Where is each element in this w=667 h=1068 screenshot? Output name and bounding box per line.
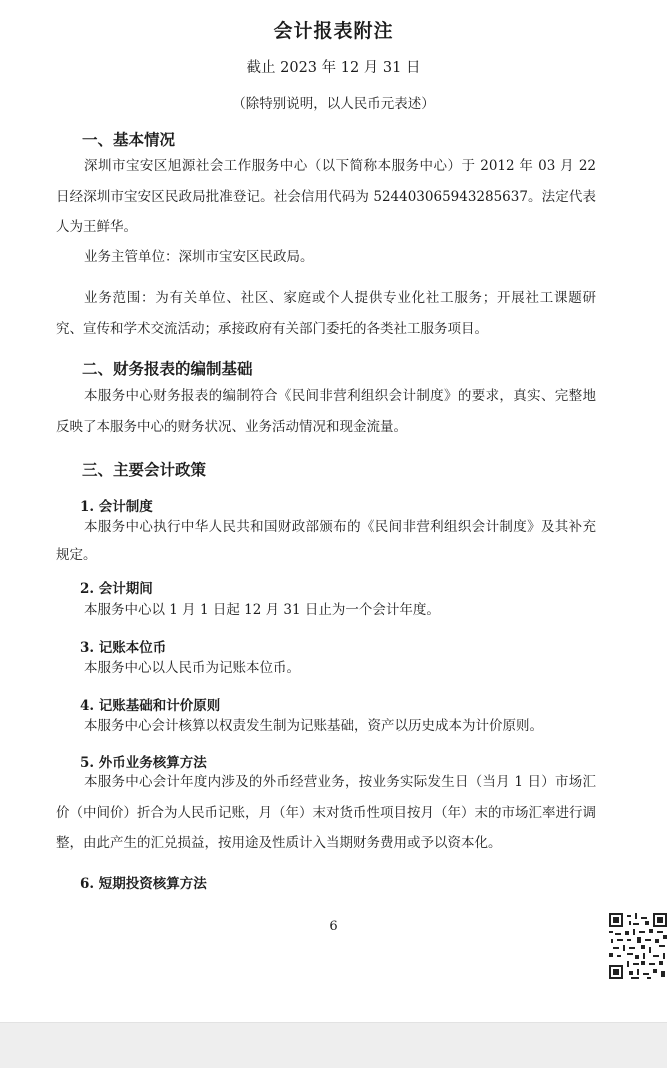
section-heading-basic-info: 一、基本情况 (82, 130, 176, 149)
policy-title-foreign-currency: 5. 外币业务核算方法 (80, 755, 207, 771)
policy-title-currency: 3. 记账本位币 (80, 640, 167, 656)
section-heading-basis: 二、财务报表的编制基础 (82, 359, 253, 378)
report-date: 截止 2023 年 12 月 31 日 (246, 60, 421, 76)
basis-paragraph: 本服务中心财务报表的编制符合《民间非营利组织会计制度》的要求，真实、完整地反映了本服务中心的财务状况、业务活动情况和现金流量。 (56, 388, 596, 435)
document-title: 会计报表附注 (273, 20, 394, 42)
policy-text-currency: 本服务中心以人民币为记账本位币。 (84, 660, 300, 676)
policy-text-accounting-period: 本服务中心以 1 月 1 日起 12 月 31 日止为一个会计年度。 (84, 602, 440, 618)
supervisor-paragraph: 业务主管单位：深圳市宝安区民政局。 (84, 249, 314, 265)
page-number: 6 (329, 919, 338, 934)
policy-title-accounting-system: 1. 会计制度 (80, 499, 153, 515)
bottom-margin-strip (0, 1022, 667, 1068)
policy-title-accounting-period: 2. 会计期间 (80, 581, 153, 597)
policy-title-basis-valuation: 4. 记账基础和计价原则 (80, 698, 221, 714)
business-scope-paragraph: 业务范围：为有关单位、社区、家庭或个人提供专业化社工服务；开展社工课题研究、宣传和学术交流活动；承接政府有关部门委托的各类社工服务项目。 (56, 290, 596, 337)
section-heading-policies: 三、主要会计政策 (82, 460, 207, 479)
basic-info-paragraph: 深圳市宝安区旭源社会工作服务中心（以下简称本服务中心）于 2012 年 03 月 22 日经深圳市宝安区民政局批准登记。社会信用代码为 524403065943285637。法定代表人为王鲜华。 (56, 158, 596, 235)
policy-title-short-term-investment: 6. 短期投资核算方法 (80, 876, 207, 892)
policy-text-accounting-system: 本服务中心执行中华人民共和国财政部颁布的《民间非营利组织会计制度》及其补充规定。 (56, 519, 596, 563)
qr-code-icon (609, 913, 667, 979)
currency-note: （除特别说明，以人民币元表述） (232, 96, 435, 112)
policy-text-basis-valuation: 本服务中心会计核算以权责发生制为记账基础，资产以历史成本为计价原则。 (84, 718, 543, 734)
policy-text-foreign-currency: 本服务中心会计年度内涉及的外币经营业务，按业务实际发生日（当月 1 日）市场汇价（中间价）折合为人民币记账，月（年）末对货币性项目按月（年）末的市场汇率进行调整，由此产生的汇兑损益，按用途及性质计入当期财务费用或予以资本化。 (56, 774, 596, 851)
